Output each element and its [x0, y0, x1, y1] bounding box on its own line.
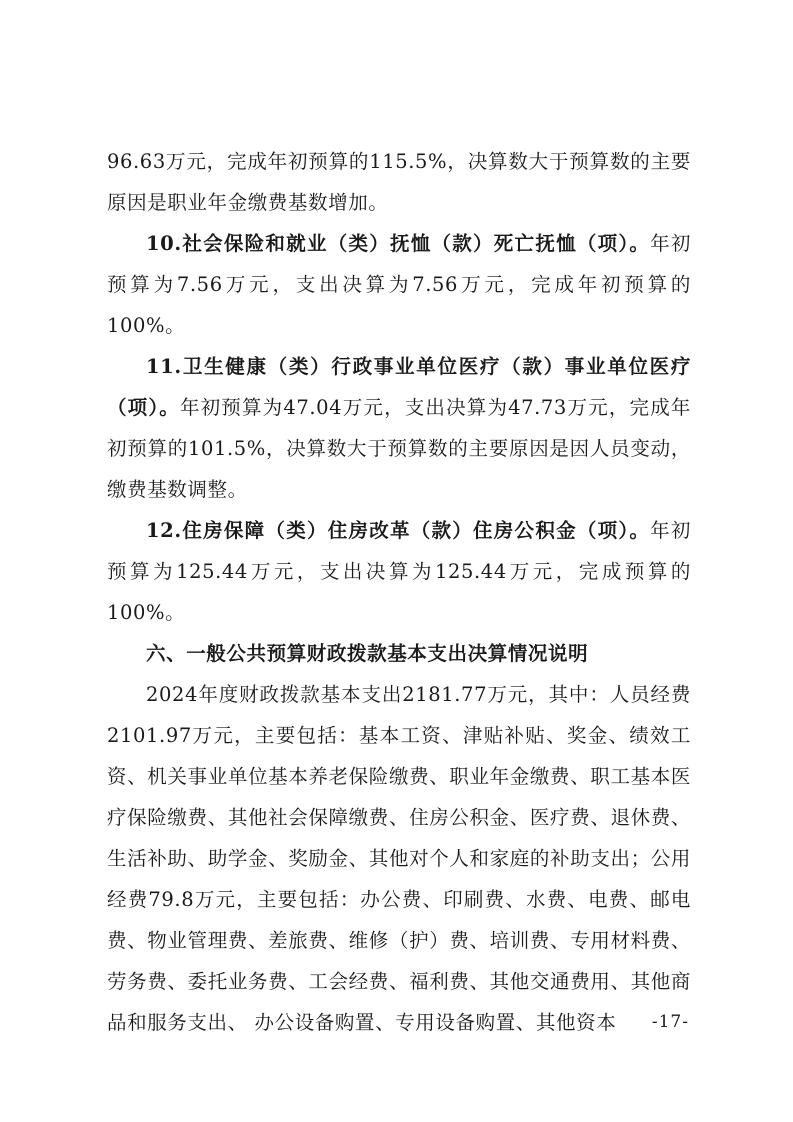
item-10-paragraph	[107, 223, 691, 346]
continuation-paragraph: 96.63万元，完成年初预算的115.5%，决算数大于预算数的主要原因是职业年金缴费基数增加。	[107, 150, 691, 214]
item-10-title: 10.社会保险和就业（类）抚恤（款）死亡抚恤（项）。	[146, 232, 651, 255]
item-11-title: 11.卫生健康（类）行政事业单位医疗（款）事业单位医疗（项）。	[107, 355, 691, 419]
item-12-paragraph	[107, 510, 691, 633]
item-12-title: 12.住房保障（类）住房改革（款）住房公积金（项）。	[146, 519, 651, 542]
page-number: -17-	[651, 1012, 689, 1032]
item-11-text: 年初预算为47.04万元，支出决算为47.73万元，完成年初预算的101.5%，决算数大于预算数的主要原因是因人员变动，缴费基数调整。	[107, 396, 691, 501]
item-10-text: 年初预算为7.56万元，支出决算为7.56万元，完成年初预算的100%。	[107, 232, 692, 337]
item-11-paragraph	[107, 346, 691, 510]
section-body-paragraph: 2024年度财政拨款基本支出2181.77万元，其中：人员经费2101.97万元，主要包括：基本工资、津贴补贴、奖金、绩效工资、机关事业单位基本养老保险缴费、职业年金缴费、职工基本医疗保险缴费、其他社会保障缴费、住房公积金、医疗费、退休费、生活补助、助学金、奖励金、其他对个人和家庭的补助支出；公用经费79.8万元，主要包括：办公费、印刷费、水费、电费、邮电费、物业管理费、差旅费、维修（护）费、培训费、专用材料费、劳务费、委托业务费、工会经费、福利费、其他交通费用、其他商品和服务支出、 办公设备购置、专用设备购置、其他资本	[107, 683, 691, 1034]
section-heading: 六、一般公共预算财政拨款基本支出决算情况说明	[146, 642, 589, 665]
page-content	[107, 141, 691, 1043]
item-12-text: 年初预算为125.44万元，支出决算为125.44万元，完成预算的100%。	[107, 519, 692, 624]
